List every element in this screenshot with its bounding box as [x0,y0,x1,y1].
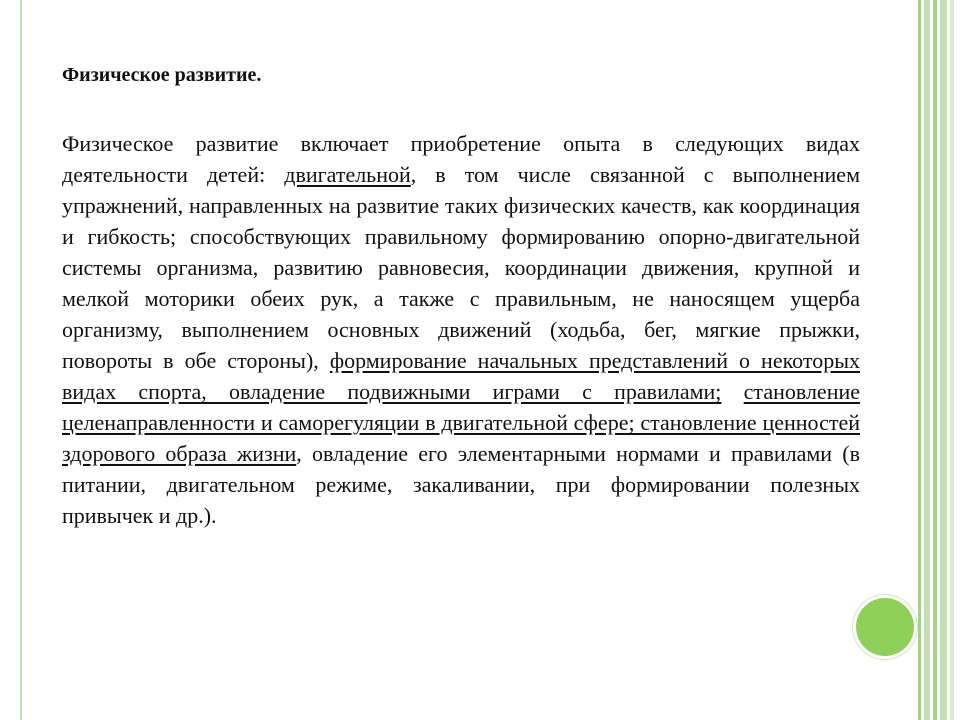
underlined-phrase: становление целенаправленности и саморегуляции в двигательной сфере; становление ценностей здорового образа жизни [62,379,861,466]
underlined-phrase: двигательной [284,162,411,187]
underlined-phrase: формирование начальных представлений о некоторых видах спорта, овладение подвижными играми с правилами; [62,348,860,404]
decor-green-circle [856,598,914,656]
decor-stripe [933,0,937,720]
decor-stripe [940,0,947,720]
text-segment: , овладение его элементарными нормами и правилами (в питании, двигательном режиме, закаливании, при формировании полезных привычек и др.). [62,441,861,528]
slide-title: Физическое развитие. [62,64,262,86]
body-paragraph [62,128,860,531]
decor-stripe [950,0,954,720]
text-segment [721,379,743,404]
text-segment: , в том числе связанной с выполнением упражнений, направленных на развитие таких физических качеств, как координация и гибкость; способствующих правильному формированию опорно-двигательной системы организма, развитию равновесия, координации движения, крупной и мелкой моторики обеих рук, а также с правильным, не наносящем ущерба организму, выполнением основных движений (ходьба, бег, мягкие прыжки, повороты в обе стороны), [62,162,860,373]
slide-content [62,60,860,531]
frame-left-line [20,0,22,720]
text-segment: Физическое развитие включает приобретение опыта в следующих видах деятельности детей: [62,131,860,187]
decor-stripe [918,0,921,720]
decor-stripe [924,0,930,720]
